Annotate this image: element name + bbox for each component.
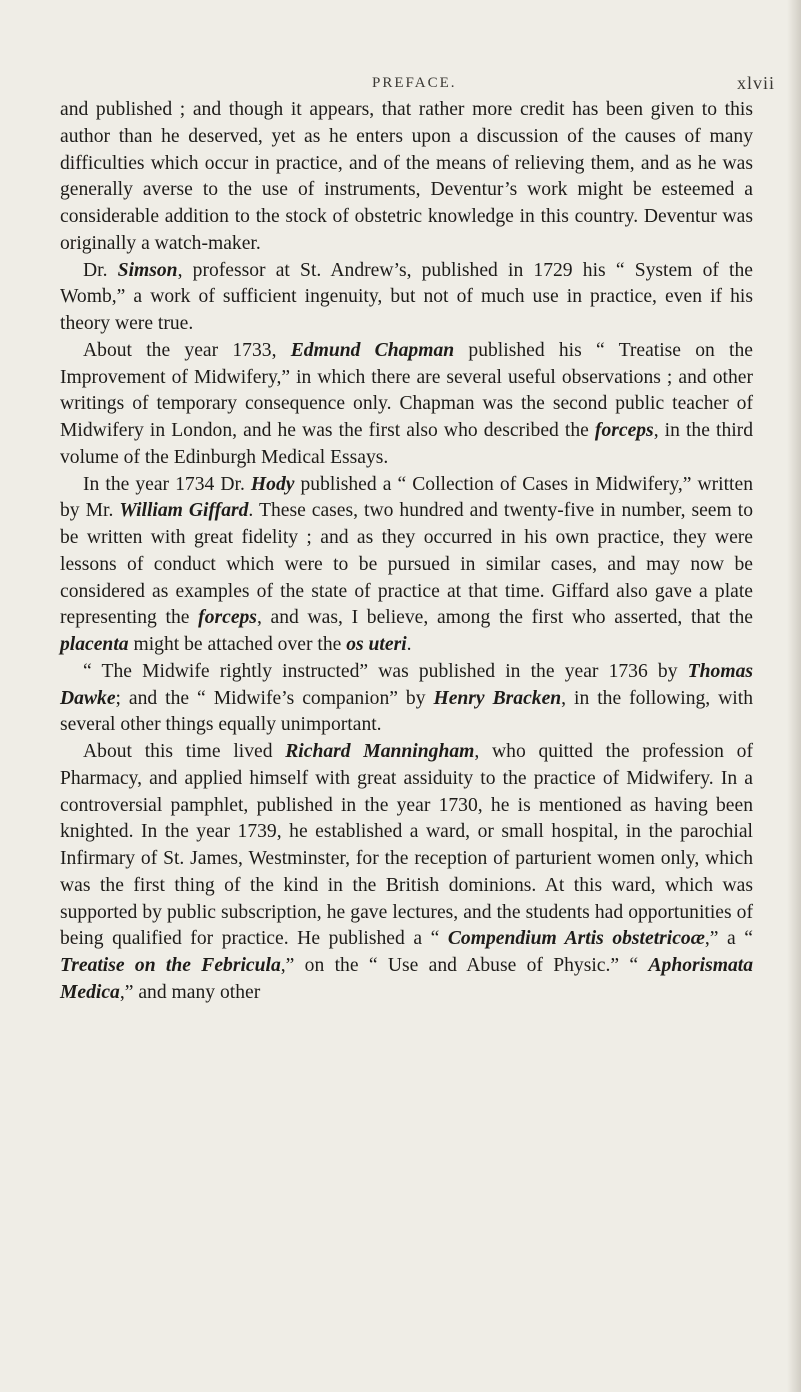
emphasized-name: Compendium Artis obstetricoæ	[447, 928, 705, 950]
emphasized-name: Simson	[117, 259, 178, 281]
emphasized-name: William Giffard	[119, 500, 249, 522]
page-edge-shadow	[787, 0, 801, 1392]
paragraph	[60, 258, 753, 338]
emphasized-name: placenta	[60, 634, 129, 655]
emphasized-name: os uteri	[346, 634, 407, 655]
text-run: In the year 1734 Dr.	[83, 473, 251, 495]
text-run: published a “ Collection of Cases in Midwifery,” written by Mr.	[60, 473, 753, 522]
text-run: ,” on the “ Use and Abuse of Physic.” “	[280, 955, 649, 976]
text-run: , and was, I believe, among the first who asserted, that the	[256, 607, 753, 629]
text-run: About the year 1733,	[83, 339, 291, 361]
text-run: ,” and many other	[119, 981, 261, 1003]
emphasized-name: Richard Manningham	[285, 741, 475, 762]
text-run: “ The Midwife rightly instructed” was published in the year 1736 by	[83, 660, 688, 682]
text-run: , in the third volume of the Edinburgh Medical Essays.	[60, 420, 754, 468]
emphasized-name: Edmund Chapman	[290, 339, 455, 361]
text-run: .	[406, 634, 412, 655]
emphasized-name: Thomas Dawke	[60, 660, 753, 709]
running-head-title: PREFACE.	[372, 75, 457, 91]
paragraph	[60, 472, 753, 659]
paragraph	[60, 338, 753, 472]
emphasized-name: forceps	[594, 420, 654, 441]
text-run: ,” a “	[704, 928, 753, 950]
text-run: might be attached over the	[128, 634, 347, 655]
emphasized-name: Aphorismata Medica	[60, 955, 753, 1003]
running-head	[0, 73, 801, 97]
text-run: Dr.	[83, 259, 118, 281]
paragraph	[60, 97, 753, 258]
text-run: , professor at St. Andrew’s, published in 1729 his “ System of the Womb,” a work of sufficient ingenuity, but not of much use in practice, even if his theory were true.	[60, 259, 753, 334]
text-run: . These cases, two hundred and twenty-five in number, seem to be written with great fidelity ; and as they occurred in his own practice, they were lessons of conduct which were to be pursued in similar cases, and may now be considered as examples of the state of practice at that time. Giffard also gave a plate representing the	[60, 500, 753, 629]
paragraph	[60, 659, 753, 739]
text-run: published his “ Treatise on the Improvement of Midwifery,” in which there are several useful observations ; and other writings of temporary consequence only. Chapman was the second public teacher of Midwifery in London, and he was the first also who described the	[60, 339, 753, 441]
text-run: About this time lived	[83, 741, 286, 762]
text-run: , who quitted the profession of Pharmacy, and applied himself with great assiduity to the practice of Midwifery. In a controversial pamphlet, published in the year 1730, he is mentioned as having been knighted. In the year 1739, he established a ward, or small hospital, in the parochial Infirmary of St. James, Westminster, for the reception of parturient women only, which was the first thing of the kind in the British dominions. At this ward, which was supported by public subscription, he gave lectures, and the students had opportunities of being qualified for practice. He published a “	[60, 741, 754, 950]
text-run: and published ; and though it appears, that rather more credit has been given to this author than he deserved, yet as he enters upon a discussion of the causes of many difficulties which occur in practice, and of the means of relieving them, and as he was generally averse to the use of instruments, Deventur’s work might be esteemed a considerable addition to the stock of obstetric knowledge in this country. Deventur was originally a watch-maker.	[60, 99, 753, 254]
emphasized-name: Treatise on the Febricula	[60, 955, 281, 976]
emphasized-name: Hody	[250, 473, 295, 495]
paragraph	[60, 739, 753, 1007]
page-number: xlvii	[737, 73, 776, 93]
text-run: , in the following, with several other things equally unimportant.	[60, 687, 753, 736]
body-text	[60, 97, 753, 1007]
emphasized-name: Henry Bracken	[433, 687, 562, 709]
emphasized-name: forceps	[198, 607, 257, 629]
text-run: ; and the “ Midwife’s companion” by	[115, 687, 434, 709]
